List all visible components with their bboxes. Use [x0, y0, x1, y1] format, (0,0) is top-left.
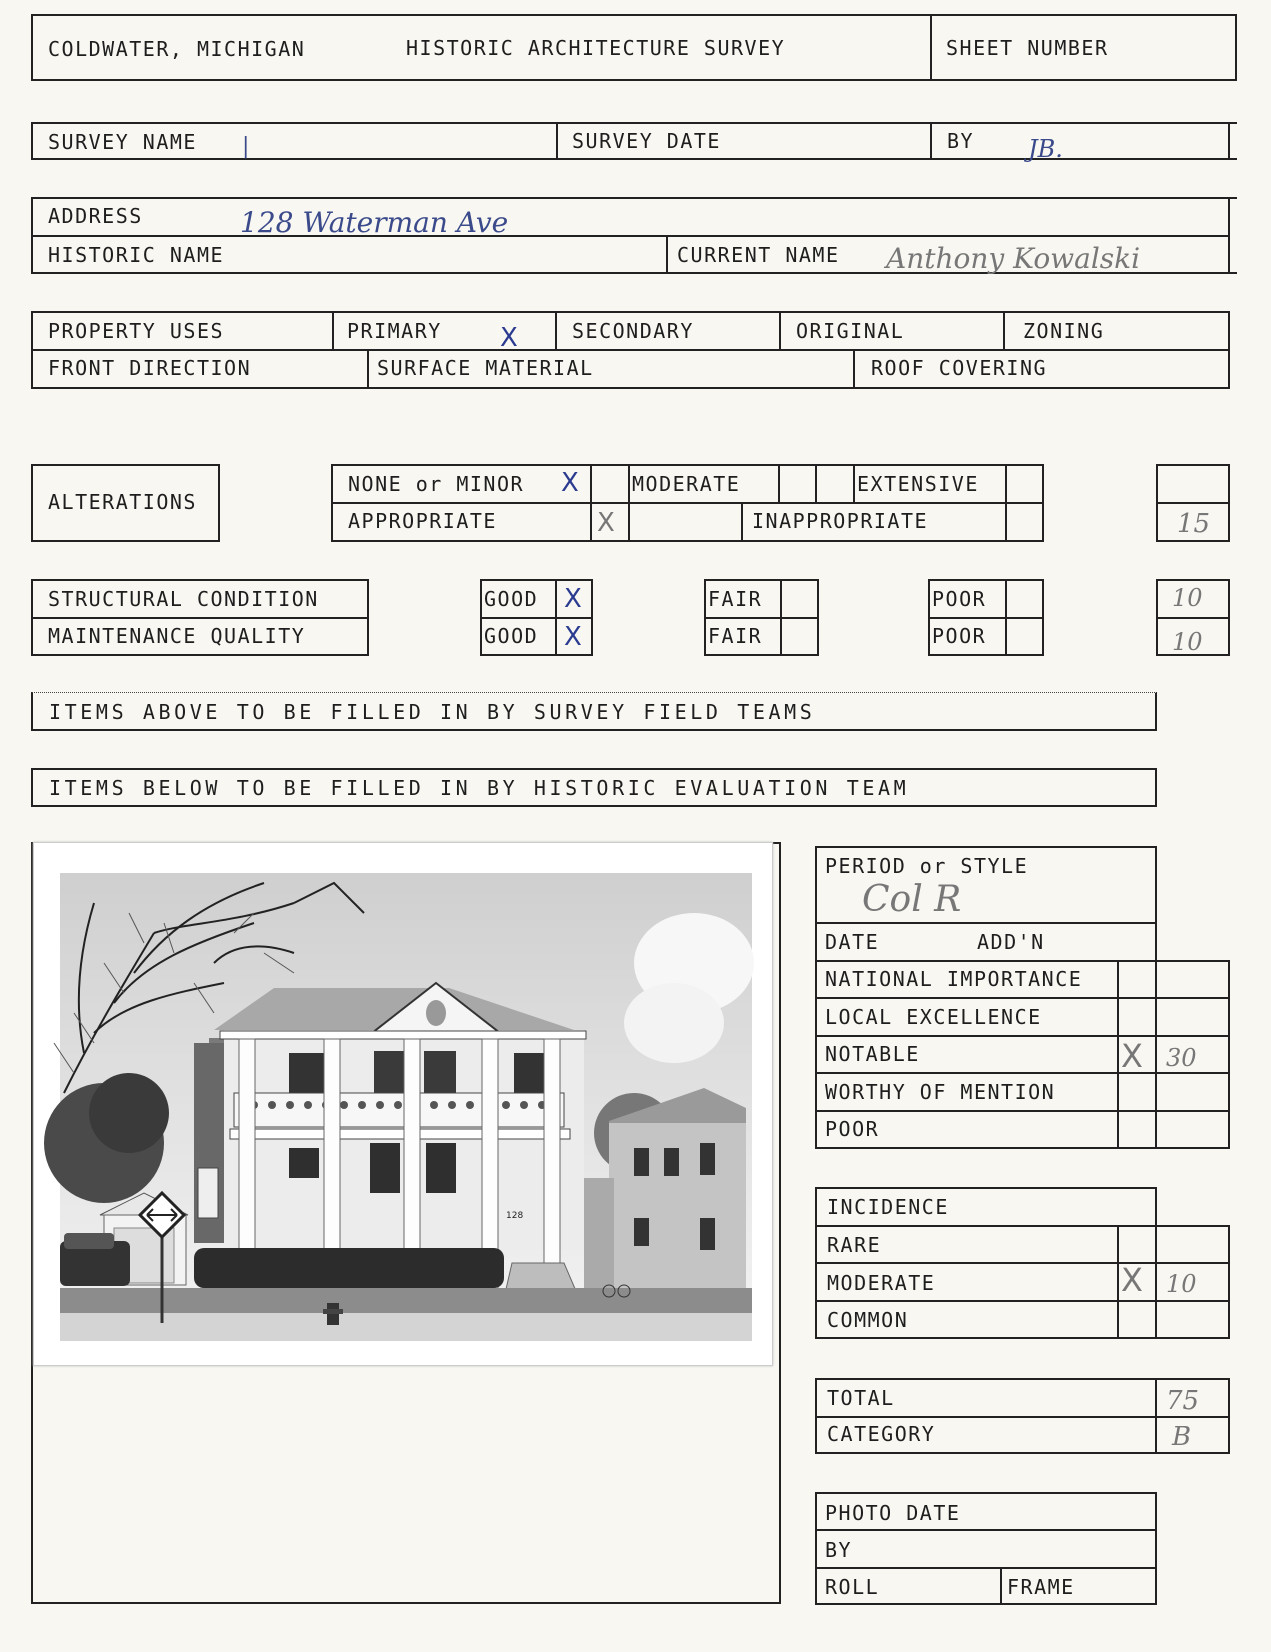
historic-name-label: HISTORIC NAME: [48, 243, 225, 267]
alt-div-a: [590, 464, 592, 542]
survey-div-2: [930, 122, 932, 160]
property-div-3: [779, 311, 781, 349]
property-div-2: [555, 311, 557, 349]
front-direction-label: FRONT DIRECTION: [48, 356, 252, 380]
period-div-4: [815, 1035, 1230, 1037]
house-photo-image: [34, 843, 772, 1365]
alt-div-d: [815, 464, 817, 502]
rare-label: RARE: [827, 1233, 882, 1257]
note-above: ITEMS ABOVE TO BE FILLED IN BY SURVEY FIELD TEAMS: [49, 700, 816, 724]
inc-div-3: [815, 1300, 1230, 1302]
alt-div-f: [1005, 464, 1007, 542]
inc-check-col: [1117, 1225, 1119, 1339]
alt-div-e: [853, 464, 855, 502]
incidence-label: INCIDENCE: [827, 1195, 949, 1219]
category-label: CATEGORY: [827, 1422, 936, 1446]
photo-by-label: BY: [825, 1538, 853, 1562]
addn-label: ADD'N: [977, 930, 1045, 954]
notable-label: NOTABLE: [825, 1042, 920, 1066]
maintenance-score: 10: [1172, 628, 1203, 656]
surface-material-label: SURFACE MATERIAL: [377, 356, 594, 380]
roll-label: ROLL: [825, 1575, 880, 1599]
property-divider: [31, 349, 1230, 351]
photo-info-div-2: [815, 1567, 1157, 1569]
original-label: ORIGINAL: [796, 319, 905, 343]
eval-poor-label: POOR: [825, 1117, 880, 1141]
period-check-col: [1117, 960, 1119, 1149]
notable-mark: X: [1121, 1037, 1143, 1075]
property-div-6: [853, 349, 855, 389]
alt-div-h: [741, 502, 743, 542]
address-value: 128 Waterman Ave: [240, 206, 509, 239]
survey-right-edge: [1228, 122, 1230, 160]
none-minor-mark: X: [561, 468, 579, 498]
inc-score-div: [1155, 1225, 1157, 1339]
maintenance-label: MAINTENANCE QUALITY: [48, 624, 306, 648]
none-minor-label: NONE or MINOR: [348, 472, 525, 496]
header-divider: [930, 14, 932, 81]
survey-by-value: JB.: [1028, 135, 1063, 163]
good-label-2: GOOD: [484, 624, 539, 648]
survey-date-label: SURVEY DATE: [572, 129, 721, 153]
address-label: ADDRESS: [48, 204, 143, 228]
period-div-1: [815, 922, 1157, 924]
property-div-1: [332, 311, 334, 349]
period-label: PERIOD or STYLE: [825, 854, 1029, 878]
survey-div-1: [556, 122, 558, 160]
note-below-right: [1155, 768, 1157, 807]
photo-info-div-1: [815, 1529, 1157, 1531]
alt-div-c: [778, 464, 780, 502]
period-value: Col R: [862, 879, 962, 920]
address-right-edge: [1228, 197, 1230, 274]
zoning-label: ZONING: [1023, 319, 1105, 343]
poor-divider: [928, 617, 1044, 619]
category-value: B: [1172, 1422, 1192, 1452]
maintenance-good-mark: X: [564, 622, 582, 652]
survey-name-label: SURVEY NAME: [48, 130, 197, 154]
property-div-4: [1003, 311, 1005, 349]
alterations-score: 15: [1177, 509, 1211, 539]
poor-label-1: POOR: [932, 587, 987, 611]
secondary-label: SECONDARY: [572, 319, 694, 343]
good-divider: [480, 617, 593, 619]
alterations-label: ALTERATIONS: [48, 490, 197, 514]
inc-moderate-mark: X: [1121, 1261, 1143, 1299]
inc-div-1: [815, 1225, 1230, 1227]
current-name-label: CURRENT NAME: [677, 243, 840, 267]
appropriate-mark: X: [597, 508, 615, 538]
poor-label-2: POOR: [932, 624, 987, 648]
structural-score: 10: [1172, 584, 1203, 612]
form-title: HISTORIC ARCHITECTURE SURVEY: [406, 36, 786, 60]
photo-info-frame-div: [1000, 1567, 1002, 1605]
photo-date-label: PHOTO DATE: [825, 1501, 961, 1525]
alt-div-b: [628, 464, 630, 542]
primary-label: PRIMARY: [347, 319, 442, 343]
fair-check-col: [780, 579, 782, 656]
total-label: TOTAL: [827, 1386, 895, 1410]
alt-score-divider: [1156, 502, 1230, 504]
national-label: NATIONAL IMPORTANCE: [825, 967, 1083, 991]
fair-label-2: FAIR: [708, 624, 763, 648]
structural-good-mark: X: [564, 584, 582, 614]
period-div-2: [815, 960, 1230, 962]
inappropriate-label: INAPPROPRIATE: [752, 509, 929, 533]
cond-label-divider: [31, 617, 369, 619]
good-label-1: GOOD: [484, 587, 539, 611]
appropriate-label: APPROPRIATE: [348, 509, 497, 533]
notable-score: 30: [1166, 1044, 1197, 1072]
roof-covering-label: ROOF COVERING: [871, 356, 1048, 380]
totals-score-col: [1155, 1378, 1157, 1454]
fair-divider: [704, 617, 819, 619]
local-label: LOCAL EXCELLENCE: [825, 1005, 1042, 1029]
extensive-label: EXTENSIVE: [857, 472, 979, 496]
total-value: 75: [1166, 1386, 1200, 1416]
date-label: DATE: [825, 930, 880, 954]
structural-label: STRUCTURAL CONDITION: [48, 587, 319, 611]
address-divider: [31, 235, 1229, 237]
property-uses-label: PROPERTY USES: [48, 319, 225, 343]
survey-by-label: BY: [947, 129, 975, 153]
poor-check-col: [1005, 579, 1007, 656]
worthy-label: WORTHY OF MENTION: [825, 1080, 1056, 1104]
alterations-divider: [331, 502, 1044, 504]
frame-label: FRAME: [1007, 1575, 1075, 1599]
current-name-divider: [666, 235, 668, 274]
inc-moderate-score: 10: [1166, 1270, 1197, 1298]
period-div-5: [815, 1072, 1230, 1074]
house-photo: [33, 842, 773, 1366]
fair-label-1: FAIR: [708, 587, 763, 611]
survey-name-value: |: [242, 134, 250, 159]
period-div-6: [815, 1110, 1230, 1112]
period-div-3: [815, 997, 1230, 999]
current-name-value: Anthony Kowalski: [886, 242, 1141, 275]
moderate-label: MODERATE: [632, 472, 741, 496]
city-label: COLDWATER, MICHIGAN: [48, 37, 306, 61]
inc-div-2: [815, 1262, 1230, 1264]
sheet-number-label: SHEET NUMBER: [946, 36, 1109, 60]
period-score-div: [1155, 960, 1157, 1149]
note-below: ITEMS BELOW TO BE FILLED IN BY HISTORIC EVALUATION TEAM: [49, 776, 910, 800]
totals-divider: [815, 1416, 1230, 1418]
primary-mark: X: [500, 323, 518, 353]
good-check-col: [555, 579, 557, 656]
alt-div-g: [1042, 464, 1044, 542]
property-div-5: [367, 349, 369, 389]
cond-score-divider: [1156, 617, 1230, 619]
inc-moderate-label: MODERATE: [827, 1271, 936, 1295]
common-label: COMMON: [827, 1308, 909, 1332]
house-number: 128: [506, 1211, 524, 1221]
